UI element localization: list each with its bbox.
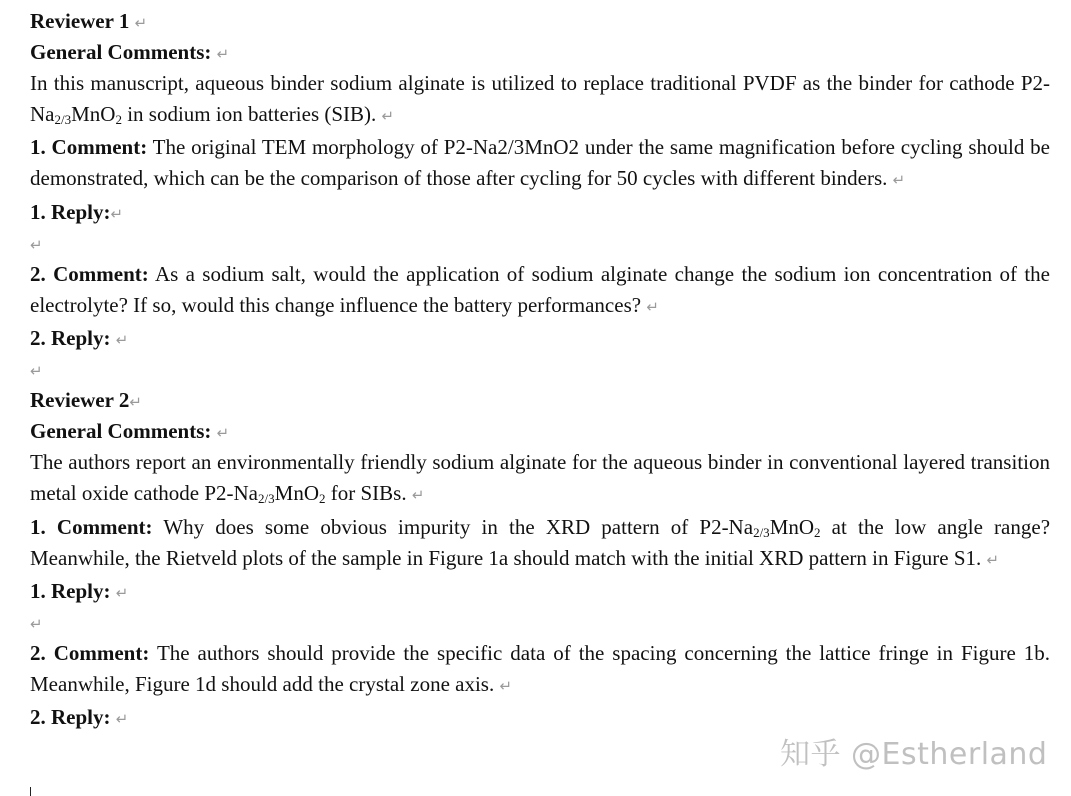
paragraph-mark: ↵ (115, 583, 129, 602)
reviewer-1-general-text: In this manuscript, aqueous binder sodium alginate is utilized to replace traditional PVDF as the binder for cathode $P2-Na_{2/3}MnO_2$ in sodium ion batteries (SIB). ↵ (30, 71, 1050, 128)
reviewer-1-reply-2: 2. Reply: ↵ (30, 325, 129, 350)
reviewer-1-comment-2: 2. Comment: As a sodium salt, would the application of sodium alginate change the sodium ion concentration of the electrolyte? If so, would this change influence the battery performances? ↵ (30, 261, 1051, 317)
paragraph-mark: ↵ (115, 330, 129, 349)
reviewer-2-reply-2: 2. Reply: ↵ (30, 705, 129, 730)
reviewer-2-comment-2: 2. Comment: The authors should provide the specific data of the spacing concerning the lattice fringe in Figure 1b. Meanwhile, Figure 1d should add the crystal zone axis. ↵ (30, 640, 1050, 696)
paragraph-mark: ↵ (30, 235, 43, 254)
paragraph-mark: ↵ (892, 171, 906, 190)
paragraph-mark: ↵ (216, 424, 230, 443)
text-cursor (30, 787, 31, 796)
empty-paragraph (30, 607, 1050, 638)
paragraph-mark: ↵ (129, 393, 142, 412)
reviewer-2-general-text: The authors report an environmentally friendly sodium alginate for the aqueous binder in conventional layered transition metal oxide cathode $P2-Na_{2/3}MnO_2$ for SIBs. ↵ (30, 450, 1050, 507)
reviewer-1-heading: Reviewer 1 ↵ (30, 9, 148, 33)
watermark: 知乎 @Estherland (780, 737, 1048, 772)
paragraph-mark: ↵ (30, 614, 43, 633)
empty-paragraph (30, 354, 1050, 385)
paragraph-mark: ↵ (30, 362, 43, 381)
paragraph-mark: ↵ (216, 45, 230, 64)
document-body[interactable] (30, 6, 1050, 733)
reviewer-2-comment-1: 1. Comment: Why does some obvious impurity in the XRD pattern of $P2-Na_{2/3}MnO_2$ at the low angle range? Meanwhile, the Rietveld plots of the sample in Figure 1a should match with the initial XRD pattern in Figure S1. ↵ (30, 514, 1051, 570)
reviewer-2-reply-1: 1. Reply: ↵ (30, 578, 129, 603)
reviewer-1-general-label: General Comments: ↵ (30, 40, 230, 65)
paragraph-mark: ↵ (499, 676, 513, 695)
reviewer-2-heading: Reviewer 2↵ (30, 388, 142, 413)
reviewer-2-general-label: General Comments: ↵ (30, 419, 230, 444)
empty-paragraph (30, 228, 1050, 259)
paragraph-mark: ↵ (134, 14, 148, 32)
paragraph-mark: ↵ (986, 550, 1000, 569)
paragraph-mark: ↵ (411, 486, 425, 505)
paragraph-mark: ↵ (646, 297, 659, 316)
reviewer-1-comment-1: 1. Comment: The original TEM morphology of P2-Na2/3MnO2 under the same magnification before cycling should be demonstrated, which can be the comparison of those after cycling for 50 cycles with different binders. ↵ (30, 135, 1050, 191)
reviewer-1-reply-1: 1. Reply:↵ (30, 199, 124, 224)
paragraph-mark: ↵ (115, 710, 129, 729)
paragraph-mark: ↵ (381, 107, 395, 126)
paragraph-mark: ↵ (110, 204, 124, 223)
